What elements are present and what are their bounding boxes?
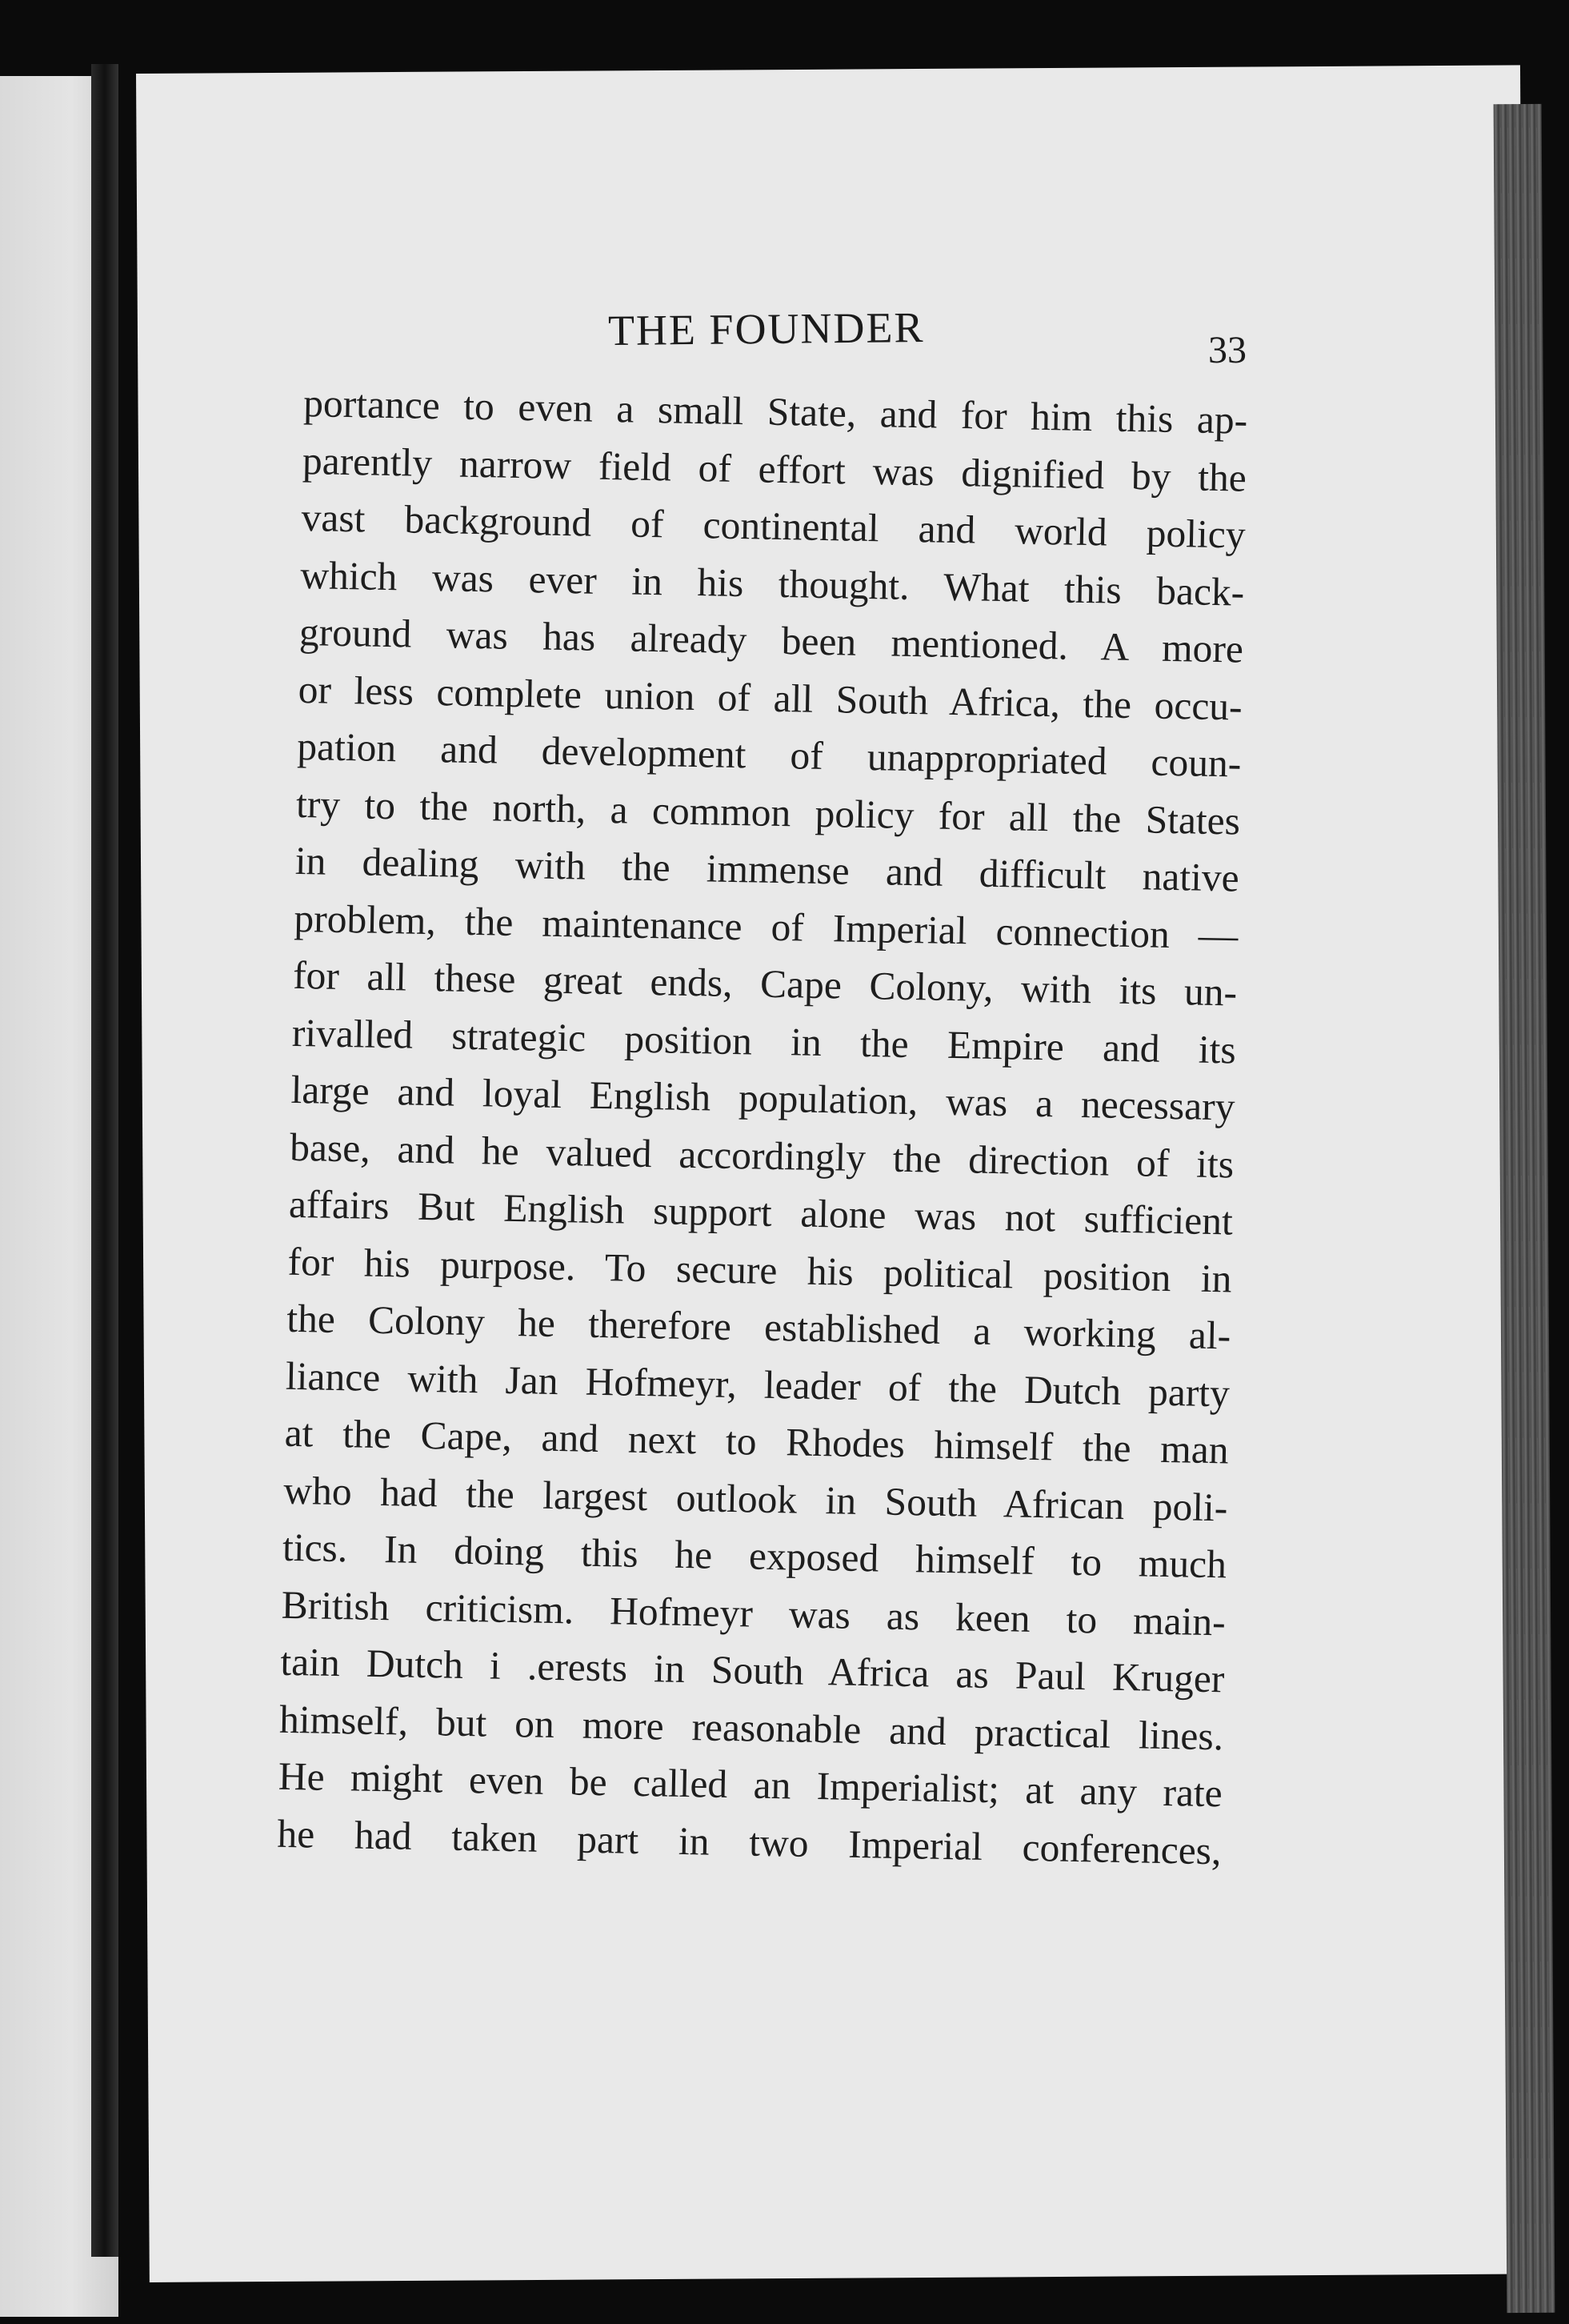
text-line: who had the largest outlook in South African poli- — [282, 1468, 1228, 1529]
body-text — [277, 375, 1248, 1879]
text-line: at the Cape, and next to Rhodes himself the man — [284, 1410, 1230, 1473]
text-line: for all these great ends, Cape Colony, with its un- — [292, 952, 1238, 1015]
text-line: or less complete union of all South Africa, the occu- — [298, 667, 1243, 729]
text-line: affairs But English support alone was not sufficient — [288, 1181, 1234, 1244]
book-gutter — [91, 64, 118, 2257]
text-line: He might even be called an Imperialist; at any rate — [278, 1753, 1223, 1816]
text-line: which was ever in his thought. What this back- — [299, 552, 1245, 615]
text-line: for his purpose. To secure his political position in — [287, 1239, 1233, 1300]
text-line: tics. In doing this he exposed himself to much — [282, 1525, 1227, 1587]
running-head: THE FOUNDER — [607, 303, 925, 355]
page-number: 33 — [1208, 329, 1247, 371]
text-line: large and loyal English population, was a necessary — [290, 1067, 1235, 1129]
text-line: parently narrow field of effort was dignified by the — [302, 438, 1247, 500]
text-line: base, and he valued accordingly the direction of its — [289, 1124, 1235, 1186]
text-line: ground was has already been mentioned. A more — [298, 609, 1244, 671]
text-line: the Colony he therefore established a working al- — [286, 1296, 1231, 1358]
text-line: British criticism. Hofmeyr was as keen to main- — [281, 1582, 1227, 1644]
text-line: himself, but on more reasonable and practical lines. — [278, 1697, 1224, 1758]
text-line: tain Dutch i .erests in South Africa as Paul Kruger — [280, 1639, 1225, 1701]
text-line: in dealing with the immense and difficult native — [294, 838, 1240, 900]
text-line: liance with Jan Hofmeyr, leader of the Dutch party — [285, 1353, 1231, 1415]
text-line: portance to even a small State, and for him this ap- — [302, 380, 1248, 443]
text-line: he had taken part in two Imperial conferences, — [277, 1811, 1222, 1873]
text-line: vast background of continental and world policy — [301, 495, 1247, 557]
text-line: problem, the maintenance of Imperial connection — — [294, 896, 1239, 958]
text-line: rivalled strategic position in the Empire and its — [291, 1010, 1237, 1072]
text-line: try to the north, a common policy for all the States — [295, 781, 1241, 843]
text-line: pation and development of unappropriated coun- — [296, 723, 1242, 786]
